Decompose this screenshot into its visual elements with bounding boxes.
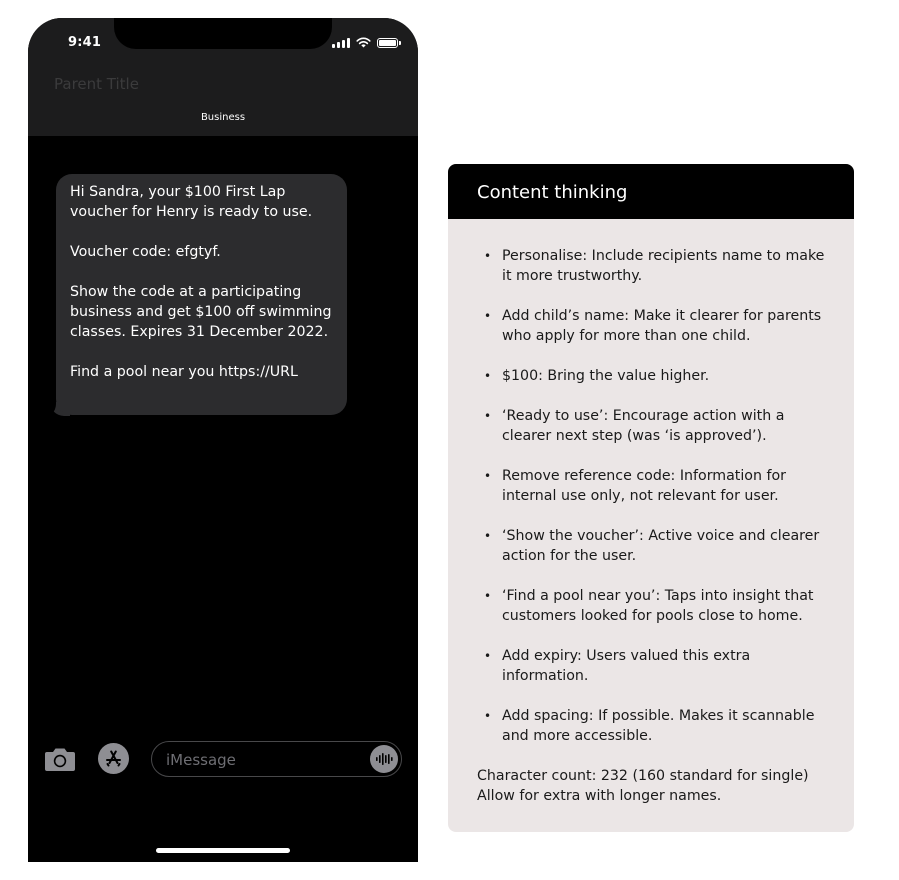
device-notch xyxy=(114,18,332,49)
character-count-line: Character count: 232 (160 standard for single) xyxy=(477,768,809,784)
message-voucher-code: Voucher code: efgtyf. xyxy=(70,244,221,260)
status-icons xyxy=(332,37,398,48)
home-indicator[interactable] xyxy=(156,848,290,853)
conversation-header xyxy=(28,18,418,136)
parent-title[interactable]: Parent Title xyxy=(54,75,139,93)
content-notes-list xyxy=(484,246,834,766)
list-item: • Add child’s name: Make it clearer for parents who apply for more than one child. xyxy=(484,306,834,346)
message-composer xyxy=(28,738,418,778)
audio-waveform-icon[interactable] xyxy=(370,745,398,773)
character-count-extra: Allow for extra with longer names. xyxy=(477,788,722,804)
contact-name[interactable]: Business xyxy=(200,112,246,123)
list-item: • ‘Ready to use’: Encourage action with a clearer next step (was ‘is approved’). xyxy=(484,406,834,446)
content-thinking-panel xyxy=(448,164,854,832)
list-item: • ‘Show the voucher’: Active voice and clearer action for the user. xyxy=(484,526,834,566)
camera-icon[interactable] xyxy=(44,746,76,772)
list-item: • Add spacing: If possible. Makes it scannable and more accessible. xyxy=(484,706,834,746)
signal-icon xyxy=(332,38,350,48)
battery-icon xyxy=(377,38,398,48)
message-find-pool: Find a pool near you https://URL xyxy=(70,364,298,380)
phone-screen xyxy=(28,18,418,862)
app-store-icon[interactable] xyxy=(98,743,129,774)
bubble-tail-mask xyxy=(42,396,56,418)
character-count-note xyxy=(477,766,837,806)
message-bubble[interactable] xyxy=(56,174,347,415)
message-greeting: Hi Sandra, your $100 First Lap voucher for Henry is ready to use. xyxy=(70,184,313,220)
panel-title: Content thinking xyxy=(448,164,854,219)
list-item: • $100: Bring the value higher. xyxy=(484,366,834,386)
waveform-glyph xyxy=(375,752,393,766)
wifi-icon xyxy=(356,37,371,48)
list-item: • ‘Find a pool near you’: Taps into insight that customers looked for pools close to home. xyxy=(484,586,834,626)
list-item: • Personalise: Include recipients name to make it more trustworthy. xyxy=(484,246,834,286)
imessage-field[interactable] xyxy=(151,741,402,777)
message-instructions: Show the code at a participating business and get $100 off swimming classes. Expires 31 December 2022. xyxy=(70,284,332,340)
app-store-glyph xyxy=(104,749,123,768)
list-item: • Remove reference code: Information for internal use only, not relevant for user. xyxy=(484,466,834,506)
imessage-input[interactable] xyxy=(166,749,366,771)
list-item: • Add expiry: Users valued this extra information. xyxy=(484,646,834,686)
status-time: 9:41 xyxy=(68,35,102,50)
